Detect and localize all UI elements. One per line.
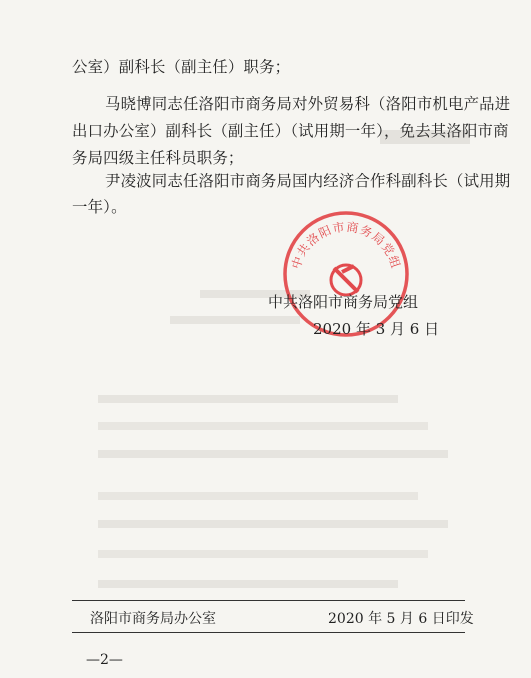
body-line: 一年）。 [72,198,127,216]
seal-text: 中共洛阳市商务局党组 [288,220,404,271]
body-line: 公室）副科长（副主任）职务； [72,58,291,76]
body-line: 马晓博同志任洛阳市商务局对外贸易科（洛阳市机电产品进 [105,95,511,113]
signature-organization: 中共洛阳市商务局党组 [268,293,419,311]
body-line: 务局四级主任科员职务； [72,149,244,167]
footer-issuer: 洛阳市商务局办公室 [90,611,216,627]
footer-rule-bottom [72,632,465,633]
footer-rule-top [72,600,465,601]
footer-print-date: 2020 年 5 月 6 日印发 [328,611,474,627]
body-line: 尹凌波同志任洛阳市商务局国内经济合作科副科长（试用期 [105,172,511,190]
body-line: 出口办公室）副科长（副主任）（试用期一年），免去其洛阳市商 [72,122,509,140]
signature-date: 2020 年 3 月 6 日 [313,320,440,338]
page-number: —2— [86,652,123,668]
